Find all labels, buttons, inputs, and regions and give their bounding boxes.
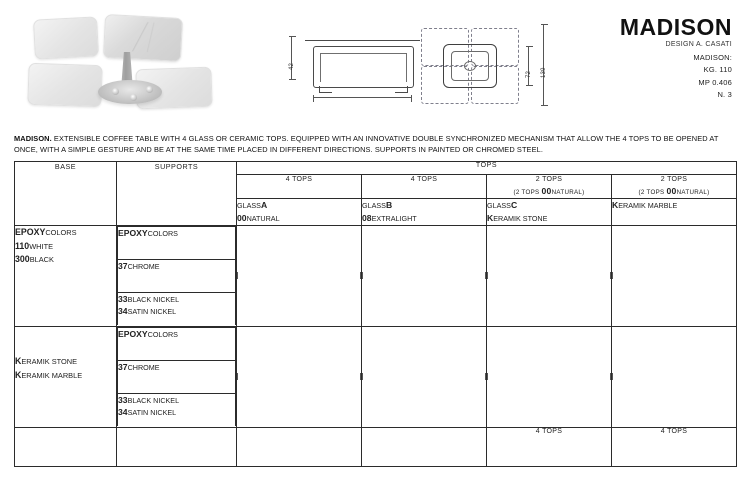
top-3-subnote xyxy=(487,185,611,198)
list-item xyxy=(118,327,236,360)
top-1-material-prefix: GLASS xyxy=(237,201,261,211)
spec-line-packages: N. 3 xyxy=(717,90,732,100)
top-4-material xyxy=(612,199,736,212)
tick-left xyxy=(362,373,363,380)
header-supports: SUPPORTS xyxy=(117,162,237,226)
row-1-base-label-2: WHITE xyxy=(29,241,54,251)
header-top-2-material xyxy=(362,199,487,226)
row-1-top-1-cell[interactable] xyxy=(237,225,362,326)
row-2-base-label-2: ERAMIK MARBLE xyxy=(21,370,83,380)
marble-veining xyxy=(111,20,174,53)
row-2-support-3-line-1 xyxy=(118,394,235,406)
row-2-top-3-marks xyxy=(487,327,611,427)
top-3-sub-code: 00 xyxy=(541,186,552,197)
tick-left xyxy=(612,373,613,380)
base-knob-1 xyxy=(112,88,119,95)
row-2-base-code-2: K xyxy=(15,369,22,380)
header-top-4-material xyxy=(612,199,737,226)
top-1-count: 4 TOPS xyxy=(285,176,313,183)
row-2-base xyxy=(15,326,117,427)
top-1-code-label: NATURAL xyxy=(246,214,280,224)
row-2-supports-list xyxy=(117,327,236,426)
table-top-panel-3 xyxy=(27,63,102,108)
row-1-supports xyxy=(117,225,237,326)
top-4-sub-code: 00 xyxy=(666,186,677,197)
elevation-leg-left xyxy=(319,86,332,93)
footer-base-cell xyxy=(15,427,117,466)
tick-left xyxy=(237,373,238,380)
brand-designer: DESIGN A. CASATI xyxy=(665,41,732,48)
table-header-group-row xyxy=(15,162,737,175)
top-2-material-letter: B xyxy=(385,200,393,211)
header-top-4-count xyxy=(612,175,737,199)
tick-left xyxy=(237,272,238,279)
tick-left xyxy=(362,272,363,279)
row-2-support-2-label: CHROME xyxy=(127,362,160,372)
top-3-material-letter: C xyxy=(510,200,518,211)
row-1-support-2-code: 37 xyxy=(118,260,128,271)
dimension-label-height: 42 xyxy=(289,62,295,70)
configuration-matrix xyxy=(14,161,737,467)
base-knob-3 xyxy=(146,86,153,93)
row-1-base-line-3 xyxy=(15,253,116,267)
top-3-material-prefix: GLASS xyxy=(487,201,511,211)
row-2-support-3-code: 33 xyxy=(118,394,128,405)
row-1-base-code-1: EPOXY xyxy=(15,226,46,237)
header-top-2-count xyxy=(362,175,487,199)
top-1-material-letter: A xyxy=(260,200,268,211)
top-4-count: 2 TOPS xyxy=(660,176,688,183)
row-2-support-2-code: 37 xyxy=(118,361,128,372)
base-knob-2 xyxy=(130,94,137,101)
row-1-top-4-cell[interactable] xyxy=(612,225,737,326)
header-top-3-material xyxy=(487,199,612,226)
top-4-sub-pre: (2 TOPS xyxy=(638,189,667,197)
plan-view-drawing xyxy=(415,24,523,106)
row-2-support-1-code: EPOXY xyxy=(118,328,148,339)
footer-top-4-cell: 4 TOPS xyxy=(612,427,737,466)
top-3-code-number: K xyxy=(487,213,494,224)
row-2-top-2-cell[interactable] xyxy=(362,326,487,427)
description-text: EXTENSIBLE COFFEE TABLE WITH 4 GLASS OR CERAMIC TOPS. EQUIPPED WITH AN INNOVATIVE DOUBLE SYNCHRONIZED MECHANISM THAT ALLOW THE 4 TOPS TO BE OPENED AT ONCE, WITH A SIMPLE GESTURE AND BE AT THE SAME TIME PLACED IN DIFFERENT DIRECTIONS. SUPPORTS IN PAINTED OR CHROMED STEEL. xyxy=(14,134,719,155)
tick-left xyxy=(612,272,613,279)
brand-block xyxy=(620,16,732,48)
elevation-top-line xyxy=(305,40,420,41)
top-3-count: 2 TOPS xyxy=(535,176,563,183)
top-3-code-label: ERAMIK STONE xyxy=(493,214,548,224)
top-2-code xyxy=(362,212,486,225)
row-2-support-3-line-2 xyxy=(118,406,235,418)
row-1-supports-list xyxy=(117,226,236,325)
dimension-line-plan-total xyxy=(543,24,544,106)
dimension-line-height xyxy=(291,36,292,80)
description-lead: MADISON. xyxy=(14,134,52,143)
top-3-material xyxy=(487,199,611,212)
list-item xyxy=(118,226,236,259)
row-1-support-1-label: COLORS xyxy=(147,228,178,238)
row-1-top-4-marks xyxy=(612,226,736,326)
row-1-base-code-2: 110 xyxy=(15,240,30,251)
spec-block xyxy=(693,52,732,102)
header-top-3-count xyxy=(487,175,612,199)
top-illustration-area xyxy=(0,0,750,122)
row-1-support-2-label: CHROME xyxy=(127,261,160,271)
row-1-top-3-marks xyxy=(487,226,611,326)
dimension-label-plan-depth: 72 xyxy=(526,70,532,78)
top-2-material xyxy=(362,199,486,212)
row-2-support-3-label: BLACK NICKEL xyxy=(127,395,180,405)
top-1-code-number: 00 xyxy=(237,213,247,224)
table-row xyxy=(15,225,737,326)
top-1-code xyxy=(237,212,361,225)
row-2-support-4-label: SATIN NICKEL xyxy=(127,407,177,417)
dimension-line-plan-depth xyxy=(528,46,529,86)
top-3-code xyxy=(487,212,611,225)
plan-center-hub xyxy=(464,61,476,71)
top-3-sub-pre: (2 TOPS xyxy=(513,189,542,197)
footer-supports-cell xyxy=(117,427,237,466)
row-1-support-3-code: 33 xyxy=(118,293,128,304)
brand-name: MADISON xyxy=(619,14,732,40)
dimension-line-width xyxy=(313,97,412,98)
row-1-top-2-cell[interactable] xyxy=(362,225,487,326)
top-2-code-label: EXTRALIGHT xyxy=(371,214,417,224)
row-2-base-label-1: ERAMIK STONE xyxy=(21,356,78,366)
row-2-support-1-label: COLORS xyxy=(147,329,178,339)
top-4-code-label: ERAMIK MARBLE xyxy=(618,201,678,211)
row-2-support-3 xyxy=(118,393,236,426)
tick-left xyxy=(487,373,488,380)
row-2-support-2 xyxy=(118,360,236,393)
row-2-support-4-code: 34 xyxy=(118,406,128,417)
row-2-base-code-1: K xyxy=(15,355,22,366)
footer-top-2-cell xyxy=(362,427,487,466)
row-1-support-4-code: 34 xyxy=(118,305,128,316)
row-1-support-1 xyxy=(118,226,236,259)
row-2-base-line-2 xyxy=(15,369,116,383)
row-1-base xyxy=(15,225,117,326)
row-2-top-2-marks xyxy=(362,327,486,427)
table-base-foot xyxy=(98,80,162,104)
top-4-subnote xyxy=(612,185,736,198)
row-2-base-line-1 xyxy=(15,355,116,369)
table-row xyxy=(15,326,737,427)
table-footer-row xyxy=(15,427,737,466)
row-1-support-3-label: BLACK NICKEL xyxy=(127,294,180,304)
row-2-support-1 xyxy=(118,327,236,360)
footer-top-1-cell xyxy=(237,427,362,466)
row-1-support-4-label: SATIN NICKEL xyxy=(127,306,177,316)
footer-top-3-cell: 4 TOPS xyxy=(487,427,612,466)
row-1-top-3-cell[interactable] xyxy=(487,225,612,326)
row-1-top-1-marks xyxy=(237,226,361,326)
spec-line-volume: MP 0.406 xyxy=(698,77,732,87)
top-2-material-prefix: GLASS xyxy=(362,201,386,211)
row-2-top-3-cell[interactable] xyxy=(487,326,612,427)
product-render xyxy=(26,16,216,116)
top-4-material-prefix: K xyxy=(612,200,619,211)
row-1-top-2-marks xyxy=(362,226,486,326)
row-1-support-1-code: EPOXY xyxy=(118,227,148,238)
row-2-top-1-marks xyxy=(237,327,361,427)
header-tops-group: TOPS xyxy=(237,162,737,175)
top-1-material xyxy=(237,199,361,212)
product-description xyxy=(14,133,736,155)
elevation-leg-right xyxy=(395,86,408,93)
row-2-top-4-cell[interactable] xyxy=(612,326,737,427)
spec-line-name: MADISON: xyxy=(693,53,732,62)
row-1-support-2 xyxy=(118,259,236,292)
top-2-code-number: 08 xyxy=(362,213,372,224)
row-1-base-code-3: 300 xyxy=(15,254,30,265)
top-3-sub-post: NATURAL) xyxy=(551,189,585,197)
row-2-top-1-cell[interactable] xyxy=(237,326,362,427)
row-1-base-label-1: COLORS xyxy=(45,227,77,237)
spec-line-weight: KG. 110 xyxy=(703,65,732,75)
header-top-1-material xyxy=(237,199,362,226)
dimension-label-plan-total: 139 xyxy=(541,67,547,78)
header-base: BASE xyxy=(15,162,117,226)
row-2-supports xyxy=(117,326,237,427)
top-4-sub-post: NATURAL) xyxy=(676,189,710,197)
row-1-support-3-line-1 xyxy=(118,293,235,305)
row-1-support-3-line-2 xyxy=(118,305,235,317)
row-1-base-line-2 xyxy=(15,240,116,254)
list-item xyxy=(118,360,236,393)
row-1-base-line-1 xyxy=(15,226,116,240)
front-elevation-drawing xyxy=(305,30,420,92)
list-item xyxy=(118,292,236,325)
top-2-count: 4 TOPS xyxy=(410,176,438,183)
table-top-panel-1 xyxy=(33,16,99,59)
row-1-support-3 xyxy=(118,292,236,325)
list-item xyxy=(118,259,236,292)
header-top-1-count xyxy=(237,175,362,199)
elevation-inner-outline xyxy=(320,53,407,82)
list-item xyxy=(118,393,236,426)
row-2-top-4-marks xyxy=(612,327,736,427)
tick-left xyxy=(487,272,488,279)
row-1-base-label-3: BLACK xyxy=(29,255,54,265)
